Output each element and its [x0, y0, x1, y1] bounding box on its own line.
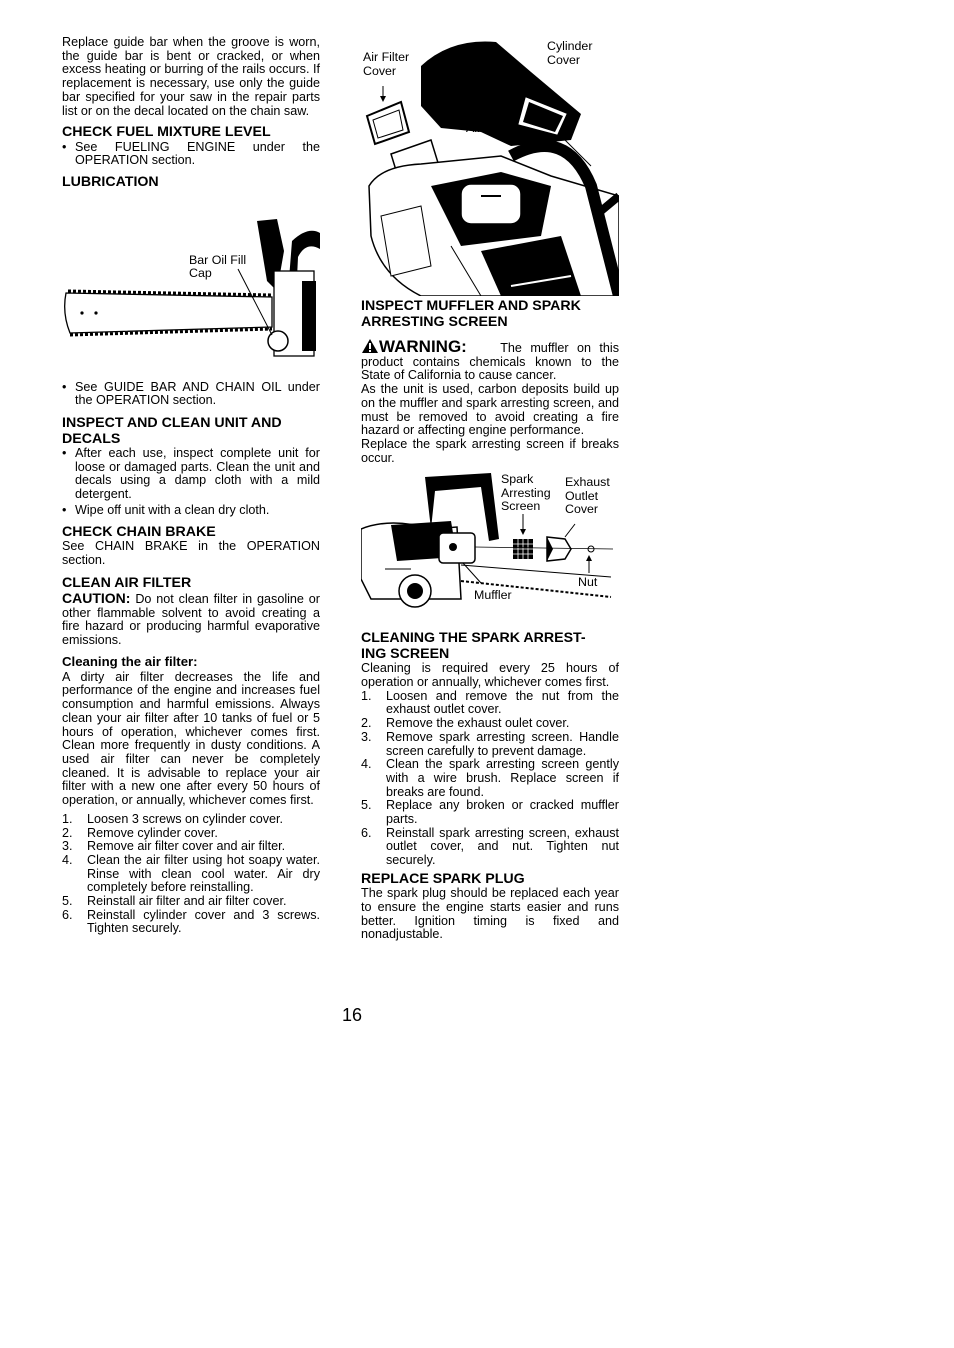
air-filter-steps [62, 813, 320, 936]
muffler-figure [361, 469, 619, 629]
muffler-illustration [361, 469, 619, 629]
list-item: 1. Loosen 3 screws on cylinder cover. [62, 811, 284, 826]
air-filter-text: A dirty air filter decreases the life and performance of the engine and increases fuel consumption and harmful emissions. Always clean your air filter after 10 tanks of fuel or 5 hours of operation, whichever comes first. Clean more frequently in dusty conditions. A used air filter can never be completely cleaned. It is advisable to replace your air filter with a new one after every 50 hours of operation, or annually, whichever comes first. [62, 669, 320, 808]
warning-text: The muffler on this product contains chemicals known to the State of California to cause cancer. [361, 341, 619, 383]
spark-plug-text: The spark plug should be replaced each year to ensure the engine starts easier and runs better. Ignition timing is fixed and nonadjustable. [361, 886, 619, 942]
list-item: 3. Remove air filter cover and air filter. [62, 839, 286, 854]
bar-oil-fill-cap-label: Bar Oil Fill Cap [189, 252, 247, 281]
page-number: 16 [342, 1005, 363, 1025]
chain-brake-text: See CHAIN BRAKE in the OPERATION section. [62, 539, 320, 567]
muffler-heading: INSPECT MUFFLER AND SPARK ARRESTING SCREEN [361, 298, 581, 330]
cylinder-cover-label: Cylinder Cover [547, 39, 593, 67]
list-item: 5. Replace any broken or cracked muffler parts. [361, 798, 619, 827]
exhaust-cover-label: Exhaust Outlet Cover [565, 475, 610, 517]
list-item: 4. Clean the spark arresting screen gently with a wire brush. Replace screen if breaks are found. [361, 757, 619, 799]
left-column [62, 36, 320, 936]
caution-paragraph [62, 589, 321, 648]
inspect-bullet-1: • After each use, inspect complete unit for loose or damaged parts. Clean the unit and decals using a damp cloth with a mild detergent. [62, 446, 320, 502]
cleaning-heading-line-1: CLEANING THE SPARK ARREST- [361, 630, 586, 647]
right-column [361, 36, 619, 942]
inspect-heading: INSPECT AND CLEAN UNIT AND DECALS [62, 415, 282, 447]
list-item: 6. Reinstall spark arresting screen, exhaust outlet cover, and nut. Tighten nut securely. [361, 825, 619, 868]
list-item: 4. Clean the air filter using hot soapy water. Rinse with clean cool water. Air dry completely before reinstalling. [62, 852, 320, 895]
muffler-label: Muffler [474, 588, 512, 603]
list-item: 5. Reinstall air filter and air filter cover. [62, 894, 287, 909]
muffler-text-2: Replace the spark arresting screen if breaks occur. [361, 436, 619, 465]
cleaning-steps [361, 690, 619, 868]
inspect-bullet-2: • Wipe off unit with a clean dry cloth. [62, 502, 270, 517]
muffler-text-1: As the unit is used, carbon deposits build up on the muffler and spark arresting screen, and must be removed to avoid creating a fire hazard or affecting engine performance. [361, 382, 619, 438]
chainsaw-bar-illustration [62, 191, 320, 381]
list-item: 6. Reinstall cylinder cover and 3 screws. Tighten securely. [62, 907, 320, 936]
warning-triangle-icon [361, 338, 379, 354]
list-item: 1. Loosen and remove the nut from the exhaust outlet cover. [361, 688, 619, 717]
warning-label: WARNING: [379, 337, 467, 356]
air-filter-figure [361, 36, 619, 296]
bar-oil-figure [62, 191, 320, 381]
lubrication-heading: LUBRICATION [62, 174, 159, 191]
cleaning-text: Cleaning is required every 25 hours of operation or annually, whichever comes first. [361, 661, 619, 690]
caution-text: Do not clean filter in gasoline or other flammable solvent to avoid creating a fire hazard or producing harmful evaporative emissions. [62, 591, 321, 648]
lubrication-bullet: • See GUIDE BAR AND CHAIN OIL under the OPERATION section. [62, 379, 320, 408]
chain-brake-heading: CHECK CHAIN BRAKE [62, 523, 216, 540]
list-item: 3. Remove spark arresting screen. Handle screen carefully to prevent damage. [361, 729, 619, 758]
list-item: 2. Remove the exhaust oulet cover. [361, 716, 570, 731]
air-filter-illustration [361, 36, 619, 296]
cleaning-air-filter-subheading: Cleaning the air filter: [62, 653, 198, 669]
list-item: 2. Remove cylinder cover. [62, 825, 218, 840]
spark-plug-heading: REPLACE SPARK PLUG [361, 870, 525, 887]
fuel-heading: CHECK FUEL MIXTURE LEVEL [62, 124, 271, 141]
fuel-bullet: • See FUELING ENGINE under the OPERATION section. [62, 139, 320, 168]
warning-paragraph [361, 338, 619, 383]
guide-bar-intro: Replace guide bar when the groove is worn, the guide bar is bent or cracked, or when excess heating or burring of the rails occurs. If replacement is necessary, use only the guide bar specified for your saw in the repair parts list or on the decal located on the chain saw. [62, 35, 320, 118]
air-filter-heading: CLEAN AIR FILTER [62, 575, 192, 592]
caution-label: CAUTION: [62, 589, 131, 606]
nut-label: Nut [578, 575, 598, 590]
air-filter-cover-label: Air Filter Cover [363, 50, 410, 78]
cleaning-heading-line-2: ING SCREEN [361, 645, 450, 662]
cleaning-spark-screen-heading [361, 631, 619, 662]
spark-screen-label: Spark Arresting Screen [501, 472, 551, 514]
